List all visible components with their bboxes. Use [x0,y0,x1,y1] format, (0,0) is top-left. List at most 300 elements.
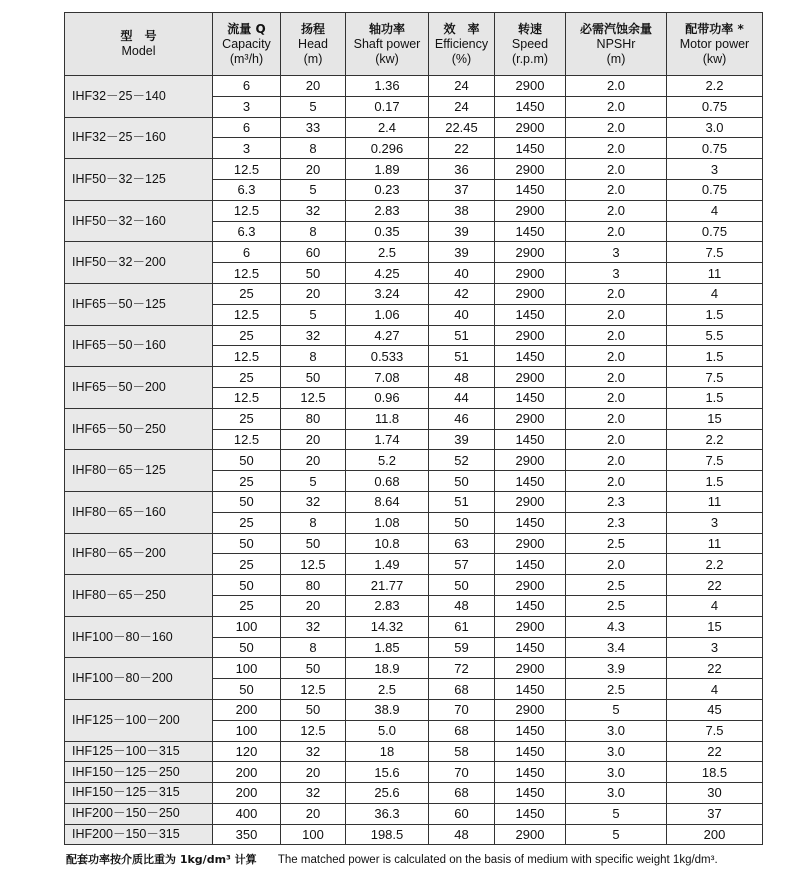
value-cell: 42 [429,283,495,304]
value-cell: 3 [566,242,667,263]
value-cell: 51 [429,491,495,512]
value-cell: 0.75 [667,96,763,117]
header-en: Shaft power [353,36,421,51]
value-cell: 8 [281,346,346,367]
table-row [65,325,763,346]
value-cell: 1.5 [667,346,763,367]
value-cell: 48 [429,595,495,616]
value-cell: 6 [213,76,281,97]
header-zh: 效 率 [443,21,480,36]
value-cell: 12.5 [213,263,281,284]
value-cell: 37 [667,803,763,824]
value-cell: 20 [281,76,346,97]
model-cell: IHF32－25－140 [65,76,213,118]
value-cell: 2.0 [566,283,667,304]
value-cell: 200 [213,699,281,720]
value-cell: 2.5 [566,595,667,616]
value-cell: 59 [429,637,495,658]
value-cell: 50 [429,471,495,492]
header-unit: (m³/h) [229,51,264,66]
value-cell: 15 [667,616,763,637]
value-cell: 2.0 [566,408,667,429]
value-cell: 20 [281,803,346,824]
header-model [65,13,213,76]
value-cell: 198.5 [346,824,429,845]
table-row [65,408,763,429]
value-cell: 1450 [495,179,566,200]
value-cell: 2900 [495,159,566,180]
value-cell: 5 [281,471,346,492]
model-cell: IHF32－25－160 [65,117,213,159]
value-cell: 0.533 [346,346,429,367]
value-cell: 2.0 [566,554,667,575]
model-cell: IHF150－125－250 [65,762,213,783]
value-cell: 24 [429,76,495,97]
value-cell: 22.45 [429,117,495,138]
value-cell: 12.5 [281,387,346,408]
value-cell: 39 [429,429,495,450]
value-cell: 3.24 [346,283,429,304]
value-cell: 2.0 [566,429,667,450]
value-cell: 25 [213,595,281,616]
model-cell: IHF150－125－315 [65,783,213,804]
value-cell: 4 [667,679,763,700]
value-cell: 50 [213,637,281,658]
value-cell: 6.3 [213,221,281,242]
header-en: Model [121,44,156,58]
value-cell: 50 [281,533,346,554]
value-cell: 40 [429,304,495,325]
value-cell: 2.3 [566,512,667,533]
value-cell: 2.5 [346,679,429,700]
value-cell: 52 [429,450,495,471]
value-cell: 100 [213,616,281,637]
value-cell: 8 [281,637,346,658]
value-cell: 11 [667,263,763,284]
value-cell: 50 [281,367,346,388]
header-zh: 转速 [517,21,542,36]
header-unit: (r.p.m) [511,51,549,66]
value-cell: 0.96 [346,387,429,408]
value-cell: 2.0 [566,200,667,221]
value-cell: 70 [429,699,495,720]
value-cell: 4 [667,200,763,221]
header-zh: 扬程 [300,21,325,36]
value-cell: 2900 [495,450,566,471]
value-cell: 80 [281,408,346,429]
value-cell: 60 [429,803,495,824]
value-cell: 3 [566,263,667,284]
value-cell: 1450 [495,720,566,741]
value-cell: 1.36 [346,76,429,97]
header-en: Efficiency [434,36,489,51]
value-cell: 80 [281,575,346,596]
value-cell: 2.2 [667,76,763,97]
value-cell: 1450 [495,429,566,450]
value-cell: 200 [213,783,281,804]
value-cell: 2900 [495,200,566,221]
table-row [65,575,763,596]
value-cell: 2.0 [566,387,667,408]
table-row [65,242,763,263]
model-cell: IHF200－150－315 [65,824,213,845]
value-cell: 2900 [495,533,566,554]
value-cell: 36 [429,159,495,180]
header-zh: 型 号 [120,29,157,43]
value-cell: 8 [281,221,346,242]
value-cell: 1.08 [346,512,429,533]
value-cell: 12.5 [213,304,281,325]
header-unit: (%) [451,51,472,66]
value-cell: 100 [213,720,281,741]
value-cell: 3.0 [566,762,667,783]
value-cell: 100 [281,824,346,845]
value-cell: 30 [667,783,763,804]
header-en: NPSHr [596,36,636,51]
value-cell: 22 [667,575,763,596]
value-cell: 8 [281,512,346,533]
value-cell: 50 [429,575,495,596]
value-cell: 38.9 [346,699,429,720]
table-row [65,117,763,138]
value-cell: 2.4 [346,117,429,138]
value-cell: 2900 [495,263,566,284]
value-cell: 63 [429,533,495,554]
value-cell: 2900 [495,76,566,97]
value-cell: 12.5 [281,554,346,575]
table-row [65,450,763,471]
value-cell: 68 [429,783,495,804]
value-cell: 72 [429,658,495,679]
value-cell: 3.4 [566,637,667,658]
value-cell: 1450 [495,221,566,242]
header-zh: 流量 Q [227,21,266,36]
header-en: Speed [511,36,549,51]
table-row [65,699,763,720]
value-cell: 20 [281,159,346,180]
value-cell: 1450 [495,512,566,533]
model-cell: IHF65－50－160 [65,325,213,367]
value-cell: 1450 [495,138,566,159]
value-cell: 32 [281,491,346,512]
table-row [65,533,763,554]
value-cell: 14.32 [346,616,429,637]
value-cell: 1.85 [346,637,429,658]
value-cell: 20 [281,450,346,471]
value-cell: 2.5 [346,242,429,263]
value-cell: 32 [281,325,346,346]
value-cell: 22 [667,741,763,762]
value-cell: 50 [213,491,281,512]
value-cell: 48 [429,367,495,388]
header-zh: 配带功率 * [685,21,744,36]
value-cell: 5 [281,304,346,325]
value-cell: 1.89 [346,159,429,180]
value-cell: 10.8 [346,533,429,554]
table-row [65,741,763,762]
value-cell: 25 [213,512,281,533]
value-cell: 1450 [495,346,566,367]
value-cell: 7.5 [667,367,763,388]
value-cell: 5 [281,96,346,117]
value-cell: 25 [213,283,281,304]
value-cell: 20 [281,595,346,616]
value-cell: 6 [213,117,281,138]
value-cell: 12.5 [281,679,346,700]
value-cell: 45 [667,699,763,720]
value-cell: 2.0 [566,138,667,159]
value-cell: 51 [429,325,495,346]
value-cell: 57 [429,554,495,575]
value-cell: 2.0 [566,159,667,180]
value-cell: 20 [281,283,346,304]
header-motor-power [667,13,763,76]
value-cell: 2.0 [566,221,667,242]
value-cell: 12.5 [213,159,281,180]
value-cell: 1.5 [667,304,763,325]
value-cell: 5 [281,179,346,200]
value-cell: 58 [429,741,495,762]
table-row [65,803,763,824]
value-cell: 1450 [495,387,566,408]
value-cell: 2.5 [566,533,667,554]
value-cell: 1.5 [667,471,763,492]
value-cell: 1.5 [667,387,763,408]
value-cell: 1450 [495,741,566,762]
value-cell: 5 [566,824,667,845]
value-cell: 2900 [495,117,566,138]
model-cell: IHF65－50－125 [65,283,213,325]
table-row [65,76,763,97]
header-en: Head [298,36,328,51]
value-cell: 2.5 [566,679,667,700]
table-row [65,200,763,221]
value-cell: 1450 [495,637,566,658]
header-shaft-power [346,13,429,76]
value-cell: 5.5 [667,325,763,346]
model-cell: IHF80－65－250 [65,575,213,617]
value-cell: 4.27 [346,325,429,346]
value-cell: 200 [213,762,281,783]
value-cell: 2.0 [566,471,667,492]
table-body [65,76,763,845]
value-cell: 15 [667,408,763,429]
value-cell: 25 [213,367,281,388]
value-cell: 4.3 [566,616,667,637]
value-cell: 2900 [495,325,566,346]
value-cell: 5.0 [346,720,429,741]
header-unit: (kw) [375,51,399,66]
footnote-en: The matched power is calculated on the basis of medium with specific weight 1kg/dm³. [277,854,718,866]
model-cell: IHF65－50－200 [65,367,213,409]
value-cell: 5 [566,803,667,824]
value-cell: 2900 [495,491,566,512]
value-cell: 24 [429,96,495,117]
value-cell: 50 [429,512,495,533]
value-cell: 2.83 [346,595,429,616]
value-cell: 50 [213,679,281,700]
value-cell: 11 [667,533,763,554]
value-cell: 2900 [495,616,566,637]
value-cell: 12.5 [213,200,281,221]
header-row [65,13,763,76]
header-zh: 轴功率 [368,21,405,36]
model-cell: IHF50－32－125 [65,159,213,201]
value-cell: 2.5 [566,575,667,596]
header-head [281,13,346,76]
value-cell: 400 [213,803,281,824]
value-cell: 36.3 [346,803,429,824]
value-cell: 0.296 [346,138,429,159]
header-unit: (kw) [702,51,727,66]
value-cell: 2900 [495,283,566,304]
value-cell: 46 [429,408,495,429]
table-row [65,616,763,637]
value-cell: 2.0 [566,325,667,346]
header-capacity [213,13,281,76]
value-cell: 1450 [495,554,566,575]
value-cell: 15.6 [346,762,429,783]
value-cell: 20 [281,429,346,450]
header-efficiency [429,13,495,76]
value-cell: 44 [429,387,495,408]
value-cell: 4 [667,595,763,616]
value-cell: 8.64 [346,491,429,512]
value-cell: 25 [213,408,281,429]
value-cell: 100 [213,658,281,679]
value-cell: 3.0 [566,720,667,741]
value-cell: 32 [281,741,346,762]
value-cell: 2.0 [566,179,667,200]
value-cell: 0.35 [346,221,429,242]
value-cell: 2.3 [566,491,667,512]
value-cell: 22 [429,138,495,159]
value-cell: 3 [667,159,763,180]
value-cell: 33 [281,117,346,138]
value-cell: 1450 [495,96,566,117]
table-row [65,824,763,845]
value-cell: 32 [281,616,346,637]
model-cell: IHF100－80－160 [65,616,213,658]
header-unit: (m) [303,51,323,66]
header-unit: (m) [606,51,626,66]
model-cell: IHF50－32－200 [65,242,213,284]
value-cell: 11 [667,491,763,512]
value-cell: 2.0 [566,450,667,471]
value-cell: 0.75 [667,179,763,200]
value-cell: 1450 [495,595,566,616]
value-cell: 6 [213,242,281,263]
value-cell: 3 [667,512,763,533]
value-cell: 3 [667,637,763,658]
model-cell: IHF80－65－125 [65,450,213,492]
pump-spec-table [64,12,763,845]
value-cell: 6.3 [213,179,281,200]
value-cell: 2900 [495,575,566,596]
value-cell: 39 [429,221,495,242]
value-cell: 200 [667,824,763,845]
value-cell: 12.5 [281,720,346,741]
value-cell: 2900 [495,658,566,679]
model-cell: IHF125－100－200 [65,699,213,741]
value-cell: 0.17 [346,96,429,117]
value-cell: 4.25 [346,263,429,284]
value-cell: 2900 [495,242,566,263]
header-en: Motor power [679,36,750,51]
model-cell: IHF65－50－250 [65,408,213,450]
value-cell: 2.2 [667,429,763,450]
model-cell: IHF80－65－200 [65,533,213,575]
value-cell: 3.9 [566,658,667,679]
footnote [66,851,786,867]
value-cell: 2.83 [346,200,429,221]
value-cell: 50 [281,699,346,720]
value-cell: 70 [429,762,495,783]
value-cell: 32 [281,200,346,221]
value-cell: 25 [213,554,281,575]
value-cell: 2900 [495,824,566,845]
value-cell: 39 [429,242,495,263]
value-cell: 51 [429,346,495,367]
table-row [65,762,763,783]
value-cell: 25 [213,471,281,492]
value-cell: 1450 [495,762,566,783]
value-cell: 8 [281,138,346,159]
value-cell: 50 [213,575,281,596]
value-cell: 0.75 [667,138,763,159]
value-cell: 50 [281,263,346,284]
value-cell: 2.0 [566,346,667,367]
table-row [65,283,763,304]
value-cell: 120 [213,741,281,762]
header-speed [495,13,566,76]
value-cell: 61 [429,616,495,637]
value-cell: 1450 [495,679,566,700]
value-cell: 5.2 [346,450,429,471]
footnote-zh: 配套功率按介质比重为 1kg/dm³ 计算 [66,853,257,866]
value-cell: 50 [281,658,346,679]
value-cell: 0.23 [346,179,429,200]
value-cell: 4 [667,283,763,304]
value-cell: 21.77 [346,575,429,596]
value-cell: 50 [213,533,281,554]
value-cell: 1.74 [346,429,429,450]
value-cell: 22 [667,658,763,679]
value-cell: 2.0 [566,367,667,388]
header-zh: 必需汽蚀余量 [579,21,652,36]
value-cell: 20 [281,762,346,783]
value-cell: 1.06 [346,304,429,325]
value-cell: 12.5 [213,429,281,450]
value-cell: 2900 [495,367,566,388]
value-cell: 3.0 [566,741,667,762]
value-cell: 2.2 [667,554,763,575]
value-cell: 3.0 [667,117,763,138]
model-cell: IHF50－32－160 [65,200,213,242]
value-cell: 12.5 [213,387,281,408]
model-cell: IHF100－80－200 [65,658,213,700]
table-row [65,367,763,388]
value-cell: 7.5 [667,720,763,741]
value-cell: 11.8 [346,408,429,429]
value-cell: 25 [213,325,281,346]
value-cell: 350 [213,824,281,845]
table-row [65,159,763,180]
table-row [65,658,763,679]
value-cell: 60 [281,242,346,263]
model-cell: IHF125－100－315 [65,741,213,762]
value-cell: 68 [429,720,495,741]
